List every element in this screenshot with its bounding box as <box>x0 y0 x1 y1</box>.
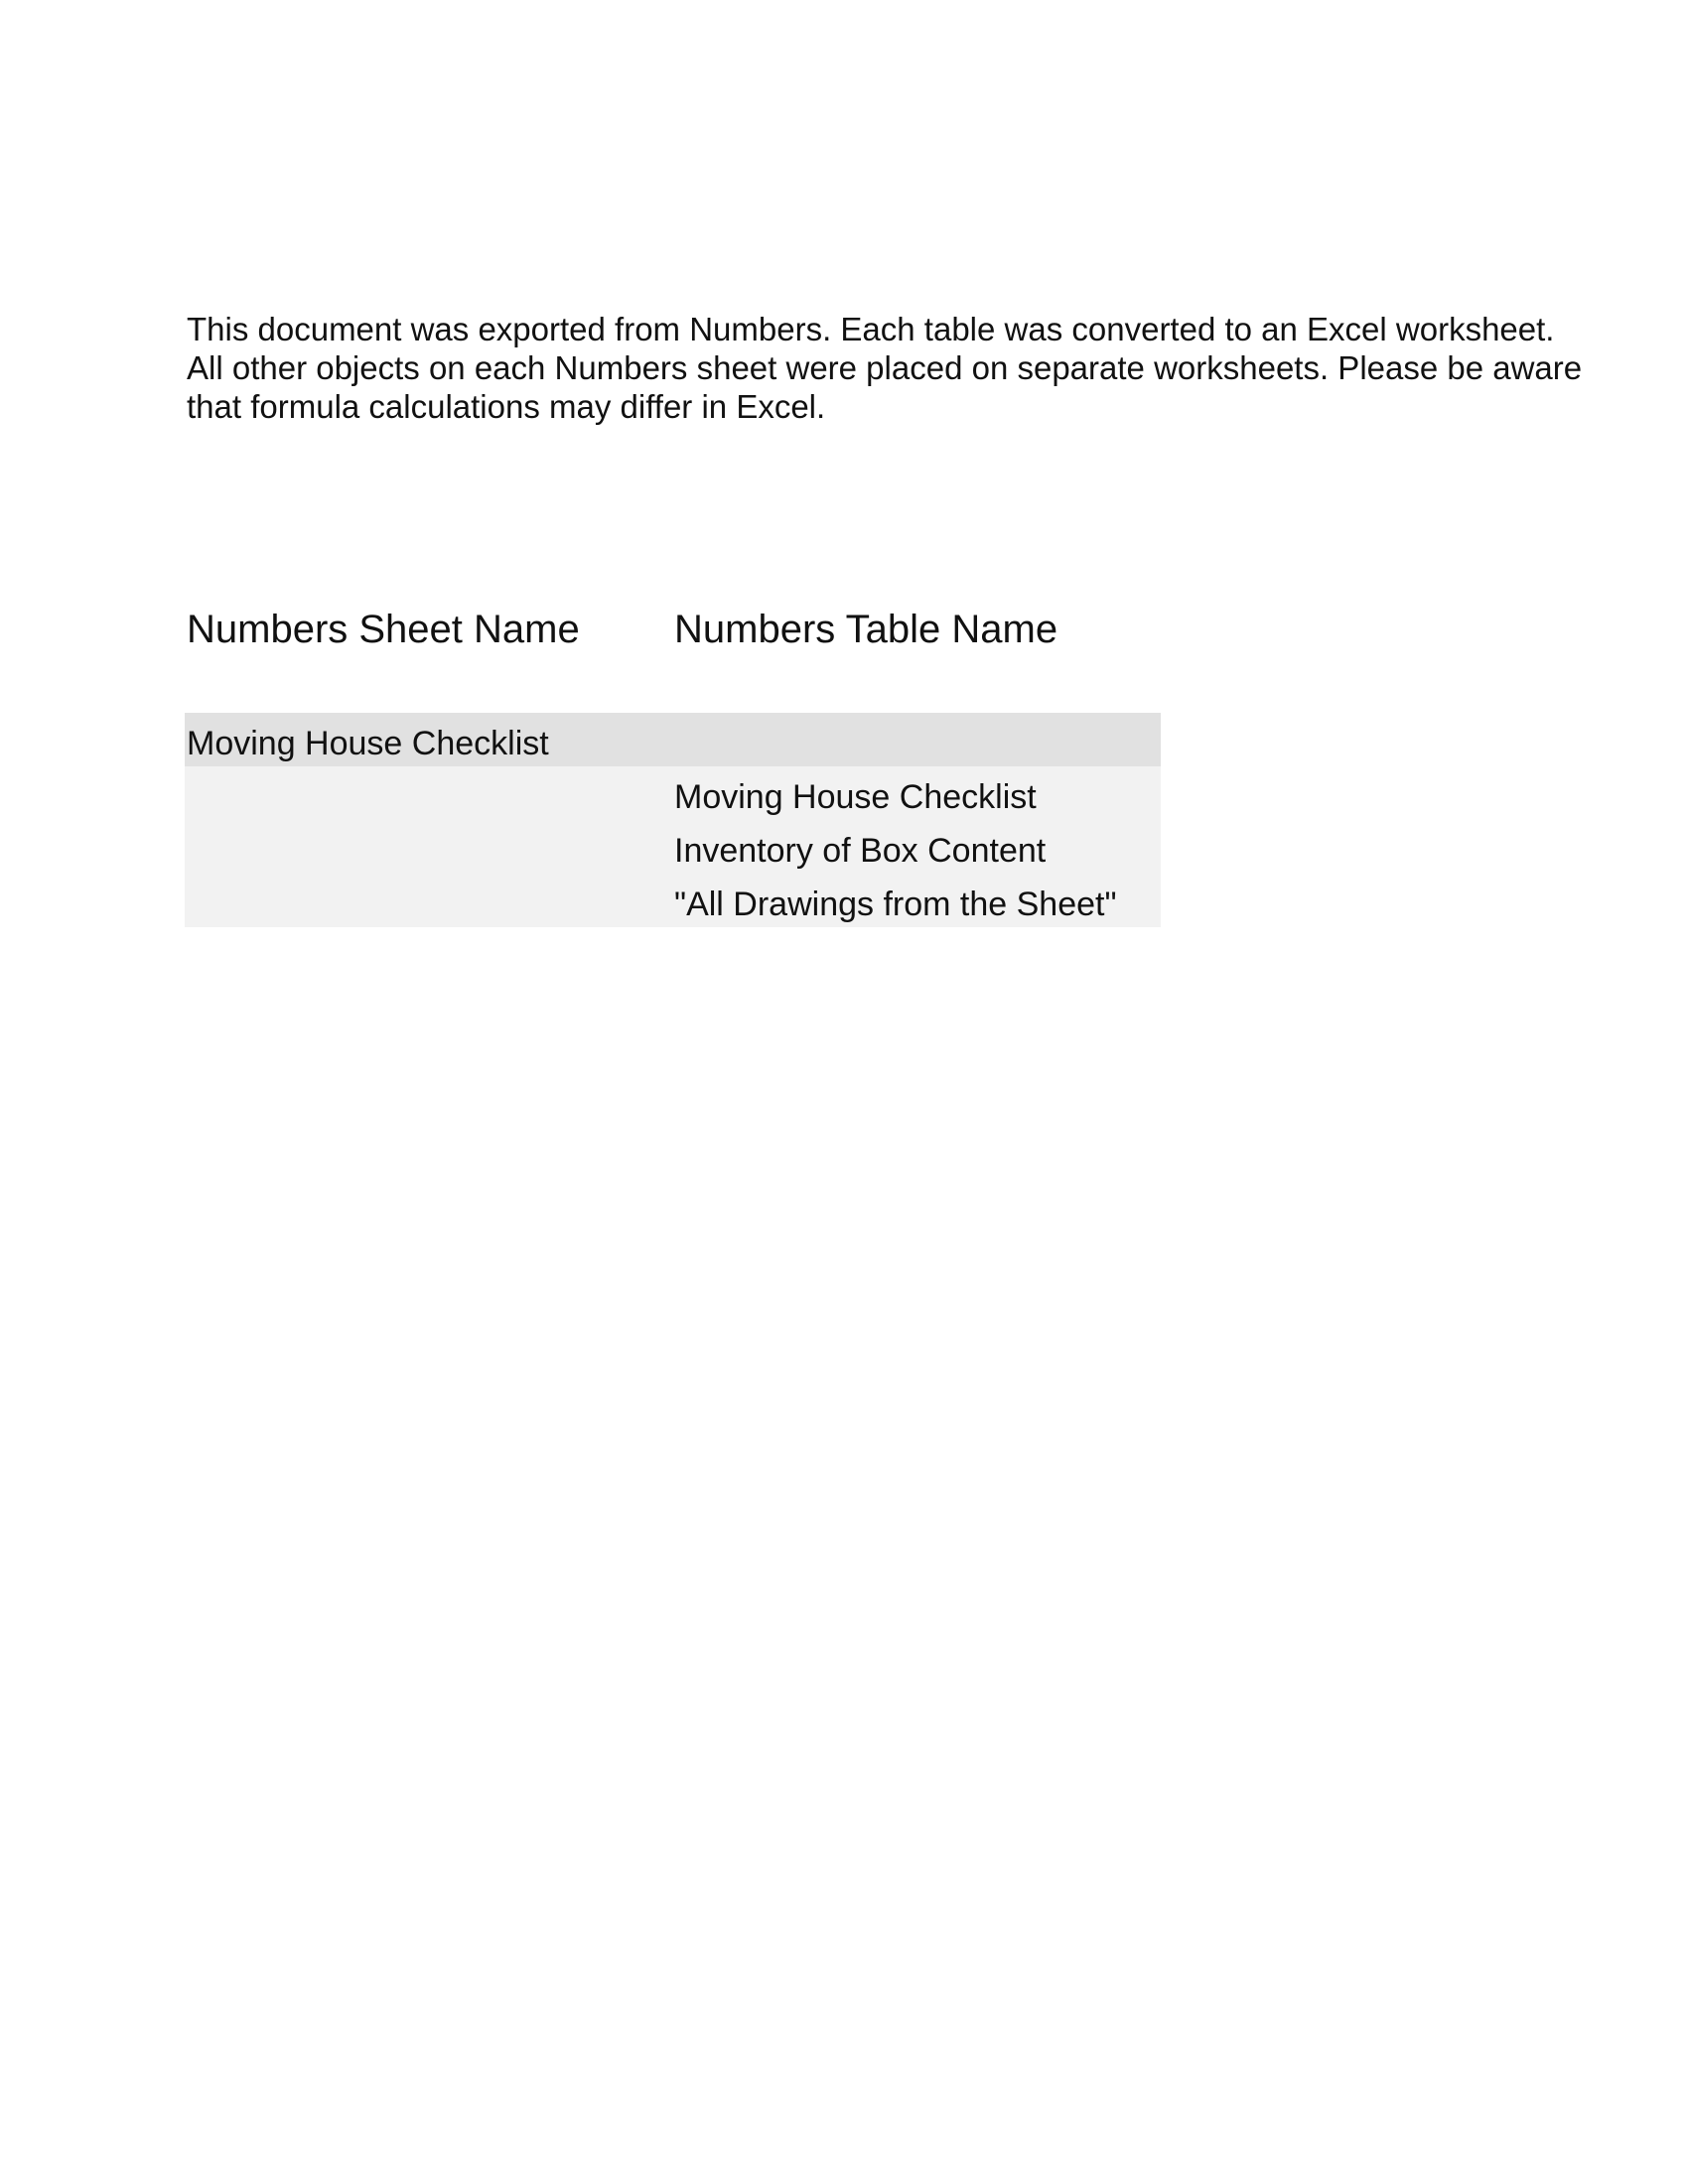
intro-text <box>187 310 1583 426</box>
sheet-row <box>185 713 1161 766</box>
sheet-name-column-header: Numbers Sheet Name <box>187 608 580 651</box>
table-name-column-header: Numbers Table Name <box>674 608 1058 651</box>
table-name-cell: Moving House Checklist <box>674 778 1037 816</box>
intro-line: that formula calculations may differ in Excel. <box>187 388 826 425</box>
intro-line: This document was exported from Numbers. Each table was converted to an Excel worksheet. <box>187 311 1555 347</box>
table-name-cell: Inventory of Box Content <box>674 832 1047 870</box>
sheet-name-cell: Moving House Checklist <box>187 725 549 762</box>
intro-line: All other objects on each Numbers sheet were placed on separate worksheets. Please be aware <box>187 349 1583 386</box>
table-list <box>185 766 1161 927</box>
table-name-cell: "All Drawings from the Sheet" <box>674 886 1117 923</box>
